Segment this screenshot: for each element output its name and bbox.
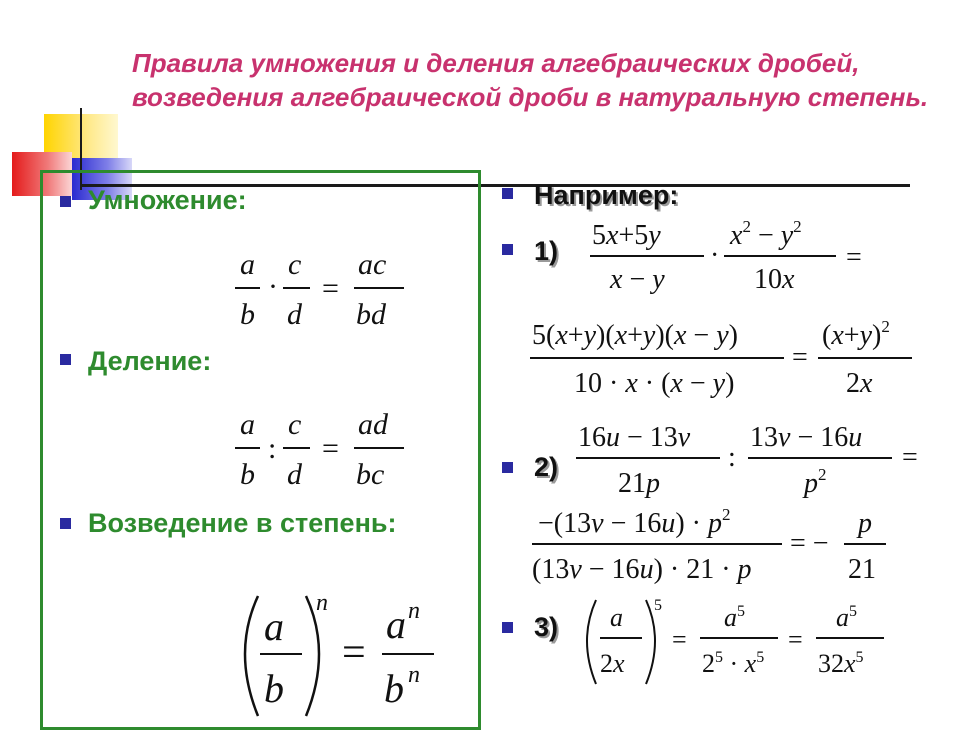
svg-text:c: c [288, 408, 302, 441]
example-2-line-1 [574, 414, 934, 504]
svg-text:p: p [858, 508, 872, 539]
example-3-number: 3) [534, 612, 559, 642]
svg-text:(x+y)2: $(x+y)^2$ [822, 317, 890, 351]
svg-text:5(x+y)(x+y)(x − y): 5(x+y)(x+y)(x − y) [532, 320, 738, 351]
example-1-number: 1) [534, 236, 559, 266]
svg-text:a5: $a^5$ [836, 603, 857, 632]
svg-text:5: 5 [654, 597, 662, 614]
svg-text:·: · [710, 240, 720, 271]
svg-text:d: d [287, 298, 302, 331]
svg-text:=: = [672, 625, 687, 654]
svg-text:·: · [268, 270, 278, 303]
example-2-line-2 [530, 500, 910, 590]
svg-text:n: n [316, 590, 328, 616]
svg-text:b: b [240, 458, 255, 491]
svg-text:a: a [240, 408, 255, 441]
example-3-formula [578, 594, 898, 694]
svg-text:= −: = − [790, 528, 829, 559]
svg-text::: : [268, 432, 277, 465]
svg-text:16u − 13v: 16u − 13v [578, 422, 691, 453]
svg-text:=: = [342, 630, 366, 676]
svg-text:=: = [322, 272, 339, 305]
example-1-line-2 [530, 308, 930, 408]
svg-text:13v − 16u: 13v − 16u [750, 422, 863, 453]
svg-text:ad: ad [358, 408, 388, 441]
svg-text:a: a [386, 602, 406, 647]
svg-text:a5: $a^5$ [724, 603, 745, 632]
svg-text:b: b [384, 666, 404, 711]
svg-text:n: n [408, 662, 420, 688]
bullet-example-2 [502, 462, 513, 473]
svg-text:b: b [264, 666, 284, 711]
svg-text::: : [728, 442, 736, 473]
example-heading: Например: [534, 180, 679, 210]
page-title: Правила умножения и деления алгебраических дробей, возведения алгебраической дроби в натуральную степень. [132, 48, 929, 112]
division-heading: Деление: [88, 346, 212, 376]
power-heading: Возведение в степень: [88, 508, 397, 538]
bullet-division [60, 354, 71, 365]
svg-text:c: c [288, 248, 302, 281]
svg-text:5x+5y: 5x+5y [592, 220, 661, 251]
example-2-number: 2) [534, 452, 559, 482]
svg-text:a: a [610, 603, 623, 632]
svg-text:b: b [240, 298, 255, 331]
power-formula [228, 590, 448, 720]
svg-text:a: a [264, 604, 284, 649]
svg-text:−(13v − 16u) · p2: $-(13v - 16u) \cdot p^2$ [538, 505, 731, 539]
bullet-example [502, 188, 513, 199]
svg-text:10x: 10x [754, 264, 795, 295]
svg-text:=: = [846, 242, 862, 273]
svg-text:(13v − 16u) · 21 · p: (13v − 16u) · 21 · p [532, 554, 752, 585]
svg-text:2x: 2x [846, 368, 873, 399]
bullet-multiplication [60, 196, 71, 207]
svg-text:x − y: x − y [610, 264, 665, 295]
svg-text:21p: 21p [618, 468, 660, 499]
svg-text:n: n [408, 598, 420, 624]
svg-text:32x5: $32x^5$ [818, 649, 864, 678]
multiplication-heading: Умножение: [88, 185, 247, 215]
bullet-power [60, 518, 71, 529]
multiplication-formula [230, 246, 430, 336]
svg-text:2x: 2x [600, 649, 625, 678]
bullet-example-1 [502, 244, 513, 255]
svg-text:10 · x · (x − y): 10 · x · (x − y) [574, 368, 735, 399]
svg-text:a: a [240, 248, 255, 281]
svg-text:21: 21 [848, 554, 876, 585]
svg-text:x2 − y2: $x^2 - y^2$ [730, 217, 802, 251]
svg-text:25 · x5: $2^5 \cdot x^5$ [702, 649, 765, 678]
svg-text:=: = [788, 625, 803, 654]
svg-text:bd: bd [356, 298, 386, 331]
svg-text:ac: ac [358, 248, 387, 281]
svg-text:=: = [902, 442, 918, 473]
svg-text:p2: $p^2$ [804, 465, 827, 499]
division-formula [230, 404, 430, 494]
svg-text:=: = [792, 342, 808, 373]
svg-text:=: = [322, 432, 339, 465]
svg-text:d: d [287, 458, 302, 491]
svg-text:bc: bc [356, 458, 385, 491]
example-1-line-1 [584, 214, 884, 294]
bullet-example-3 [502, 622, 513, 633]
